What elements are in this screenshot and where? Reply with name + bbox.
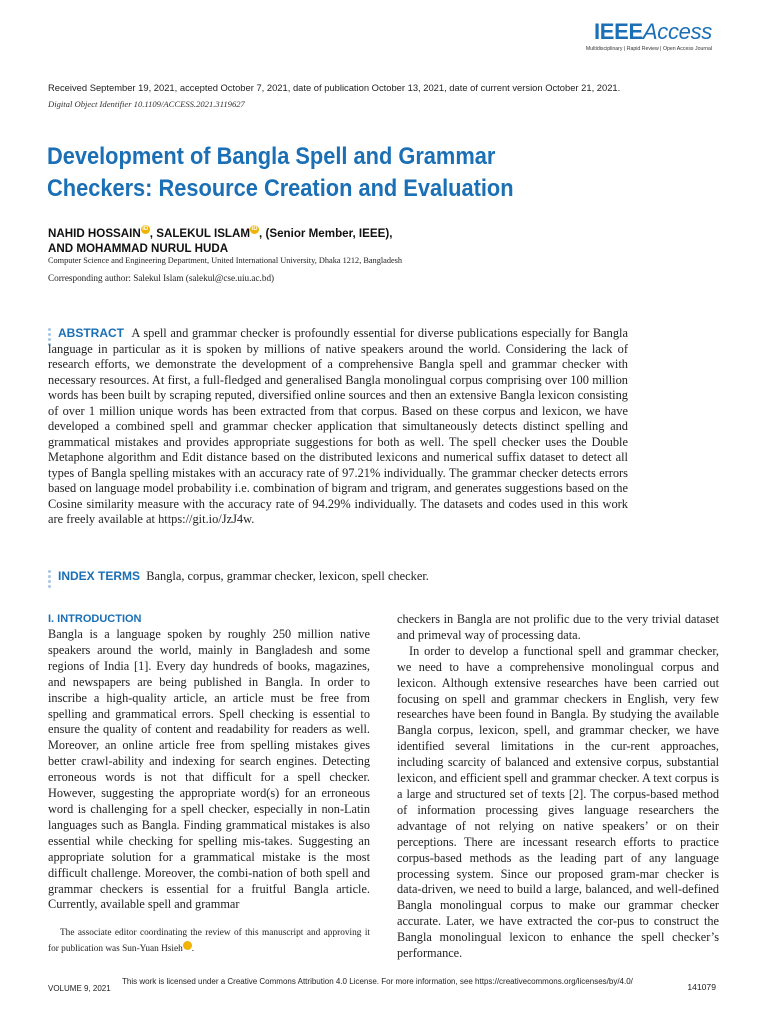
footer-license[interactable]: This work is licensed under a Creative Commons Attribution 4.0 License. For more information, see https://creativecommons.org/licenses/by/4.0/ xyxy=(122,977,633,986)
footer-page-number: 141079 xyxy=(687,982,716,992)
index-terms-text: Bangla, corpus, grammar checker, lexicon, spell checker. xyxy=(146,569,429,583)
right-column xyxy=(397,612,719,962)
index-terms xyxy=(58,569,429,585)
journal-logo xyxy=(586,20,712,52)
author-2-suffix: , (Senior Member, IEEE), xyxy=(259,227,393,240)
logo-ieee: IEEE xyxy=(593,19,643,44)
intro-paragraph: In order to develop a functional spell and grammar checker, we need to have a comprehensive monolingual corpus and lexicon. Although extensive researches have been carried out focusing on spell and grammar checkers in English, very few researches have been found in Bangla. By studying the available Bangla corpus, lexicon, spell, and grammar checker, we have identified several limitations in the cur-rent approaches, including scarcity of balanced and extensive corpus, substantial lexicon, and efficient spell and grammar checker. A text corpus is a large and structured set of texts [2]. The corpus-based method of information processing gives language researchers the advantage of not relying on native speakers’ or on their perceptions. There are incessant research efforts to practice corpus-based methods as the leading part of any language processing system. Since our proposed gram-mar checker is data-driven, we need to build a large, balanced, and well-defined Bangla monolingual corpus to make our grammar checker accurate. Later, we have extracted the cor-pus to construct the Bangla monolingual lexicon to enhance the spell checker’s performance. xyxy=(397,643,719,961)
editor-note-text: The associate editor coordinating the review of this manuscript and approving it for publication was Sun-Yuan Hsieh xyxy=(48,928,370,954)
index-terms-heading: INDEX TERMS xyxy=(58,569,141,583)
orcid-icon[interactable]: iD xyxy=(251,226,258,232)
intro-paragraph: Bangla is a language spoken by roughly 250 million native speakers around the world, mainly in Bangladesh and some regions of India [1]. Every day hundreds of books, magazines, and newspapers are being published in Bangla. In order to inscribe a high-quality article, an article must be free from spelling and grammatical errors. Spell checking is essential to ensure the quality of content and readability for readers as well. Moreover, an online article free from spelling mistakes gives better crawl-ability and indexing for search engines. Detecting erroneous words is not that difficult for a spell checker. However, suggesting the appropriate word(s) for an erroneous word is challenging for a spell checker, especially in non-Latin languages such as Bangla. Finding grammatical mistakes is also essential while checking for spelling mis-takes. Suggesting an appropriate solution for a grammatical mistake is the most difficult challenge. Moreover, the combi-nation of both spell and grammar checkers is essential for a fruitful Bangla article. Currently, available spell and grammar xyxy=(48,627,370,912)
orcid-icon[interactable]: iD xyxy=(183,941,192,950)
author-2: , SALEKUL ISLAM xyxy=(149,227,251,240)
abstract-text: A spell and grammar checker is profoundly essential for diverse publications especially for Bangla language in particular as it is spoken by millions of native speakers around the world. Considering the lack of research efforts, we demonstrate the development of a comprehensive Bangla spell and grammar checker with necessary resources. At first, a full-fledged and generalised Bangla monolingual corpus comprising over 100 million words has been built by scraping reputed, diversified online sources and then an extensive Bangla lexicon consisting of over 1 million unique words has been extracted from that corpus. Based on these corpus and lexicon, we have developed a combined spell and grammar checker application that simultaneously detects distinct spelling and grammatical mistakes and provides appropriate suggestions for both as well. The spell checker uses the Double Metaphone algorithm and Edit distance based on the distributed lexicons and numerical suffix dataset to detect all types of Bangla spelling mistakes with an accuracy rate of 97.21% individually. The grammar checker detects errors based on language model probability i.e. combination of bigram and trigram, and generates suggestions based on the Cosine similarity measure with the accuracy rate of 94.29% individually. The datasets and codes used in this work are freely available at https://git.io/JzJ4w. xyxy=(48,326,629,526)
author-1: NAHID HOSSAIN xyxy=(48,227,141,240)
abstract-block xyxy=(48,326,628,528)
affiliation: Computer Science and Engineering Department, United International University, Dhaka 1212, Bangladesh xyxy=(48,256,403,265)
doi-line: Digital Object Identifier 10.1109/ACCESS.2021.3119627 xyxy=(48,99,245,109)
received-line: Received September 19, 2021, accepted October 7, 2021, date of publication October 13, 2021, date of current version October 21, 2021. xyxy=(48,82,621,93)
editor-note: The associate editor coordinating the review of this manuscript and approving it for publication was Sun-Yuan Hsieh iD. xyxy=(48,928,370,954)
orcid-icon[interactable]: iD xyxy=(142,226,149,232)
section-heading: I. INTRODUCTION xyxy=(48,613,142,625)
paper-title: Development of Bangla Spell and Grammar Checkers: Resource Creation and Evaluation xyxy=(47,143,514,202)
author-3: AND MOHAMMAD NURUL HUDA xyxy=(48,242,229,255)
intro-paragraph: checkers in Bangla are not prolific due to the very trivial dataset and primeval way of processing data. xyxy=(397,612,719,642)
corresponding-author: Corresponding author: Salekul Islam (salekul@cse.uiu.ac.bd) xyxy=(48,273,275,283)
index-terms-dots-icon xyxy=(48,570,52,590)
logo-tagline: Multidisciplinary | Rapid Review | Open Access Journal xyxy=(585,46,712,52)
logo-access: Access xyxy=(642,19,712,44)
footer-volume: VOLUME 9, 2021 xyxy=(48,984,111,993)
author-list xyxy=(48,226,392,256)
abstract-heading: ABSTRACT xyxy=(58,326,124,340)
left-column xyxy=(48,612,370,913)
